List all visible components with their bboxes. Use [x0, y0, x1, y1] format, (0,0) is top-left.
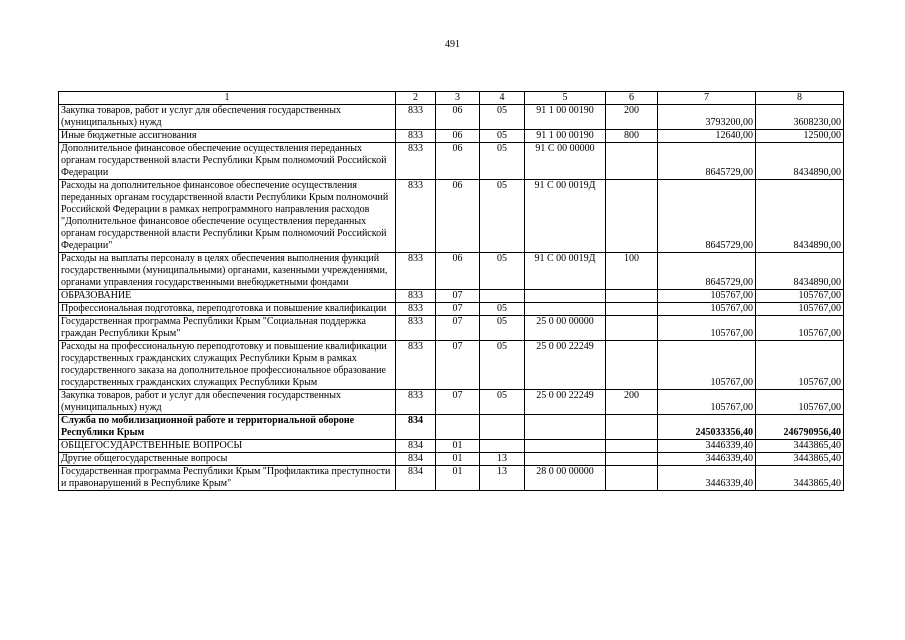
row-description: Государственная программа Республики Крым "Социальная поддержка граждан Республики Крым"	[59, 316, 396, 341]
cell-amount-8: 3608230,00	[756, 105, 844, 130]
table-row	[59, 105, 844, 130]
cell-code-3: 07	[436, 341, 480, 390]
cell-code-4: 05	[480, 316, 525, 341]
row-description: Служба по мобилизационной работе и территориальной обороне Республики Крым	[59, 415, 396, 440]
cell-code-2: 834	[396, 466, 436, 491]
row-description: Расходы на выплаты персоналу в целях обеспечения выполнения функций государственными (муниципальными) органами, казенными учреждениями, органами управления государственными внебюджетными фондами	[59, 253, 396, 290]
cell-code-4: 05	[480, 143, 525, 180]
cell-code-2: 833	[396, 180, 436, 253]
cell-amount-7: 8645729,00	[658, 143, 756, 180]
table-row	[59, 453, 844, 466]
row-description: ОБЩЕГОСУДАРСТВЕННЫЕ ВОПРОСЫ	[59, 440, 396, 453]
cell-amount-8: 3443865,40	[756, 466, 844, 491]
column-header: 7	[658, 92, 756, 105]
cell-code-3: 01	[436, 440, 480, 453]
column-header: 6	[606, 92, 658, 105]
cell-code-2: 833	[396, 105, 436, 130]
cell-amount-8: 105767,00	[756, 316, 844, 341]
cell-amount-8: 8434890,00	[756, 143, 844, 180]
cell-code-6	[606, 453, 658, 466]
cell-code-3: 07	[436, 303, 480, 316]
cell-code-4: 13	[480, 453, 525, 466]
row-description: Закупка товаров, работ и услуг для обеспечения государственных (муниципальных) нужд	[59, 390, 396, 415]
cell-code-2: 834	[396, 453, 436, 466]
cell-amount-7: 245033356,40	[658, 415, 756, 440]
cell-code-4: 05	[480, 341, 525, 390]
cell-code-4: 13	[480, 466, 525, 491]
cell-code-6	[606, 415, 658, 440]
column-header: 8	[756, 92, 844, 105]
cell-amount-7: 3446339,40	[658, 440, 756, 453]
cell-amount-8: 8434890,00	[756, 253, 844, 290]
cell-amount-7: 3793200,00	[658, 105, 756, 130]
table-row	[59, 316, 844, 341]
row-description: Другие общегосударственные вопросы	[59, 453, 396, 466]
cell-amount-8: 105767,00	[756, 290, 844, 303]
cell-code-6	[606, 341, 658, 390]
cell-code-4: 05	[480, 303, 525, 316]
cell-code-5: 91 С 00 0019Д	[525, 253, 606, 290]
row-description: ОБРАЗОВАНИЕ	[59, 290, 396, 303]
cell-code-6	[606, 466, 658, 491]
cell-amount-8: 3443865,40	[756, 453, 844, 466]
cell-code-4: 05	[480, 390, 525, 415]
cell-code-5: 25 0 00 22249	[525, 341, 606, 390]
cell-code-3: 01	[436, 453, 480, 466]
cell-amount-8: 105767,00	[756, 341, 844, 390]
cell-amount-7: 105767,00	[658, 303, 756, 316]
column-header: 3	[436, 92, 480, 105]
cell-code-4: 05	[480, 105, 525, 130]
cell-amount-8: 105767,00	[756, 390, 844, 415]
cell-amount-7: 12640,00	[658, 130, 756, 143]
cell-code-5: 91 1 00 00190	[525, 130, 606, 143]
cell-code-5: 25 0 00 22249	[525, 390, 606, 415]
column-header: 2	[396, 92, 436, 105]
cell-amount-8: 3443865,40	[756, 440, 844, 453]
cell-code-3: 07	[436, 316, 480, 341]
cell-code-2: 833	[396, 341, 436, 390]
row-description: Расходы на дополнительное финансовое обеспечение осуществления переданных органам государственной власти Республики Крым полномочий Российской Федерации в рамках непрограммного направления расходов "Дополнительное финансовое обеспечение осуществления переданных органам государственной власти Республики Крым полномочий Российской Федерации"	[59, 180, 396, 253]
row-description: Дополнительное финансовое обеспечение осуществления переданных органам государственной власти Республики Крым полномочий Российской Федерации	[59, 143, 396, 180]
cell-code-3: 06	[436, 253, 480, 290]
table-row	[59, 180, 844, 253]
cell-code-5	[525, 415, 606, 440]
row-description: Государственная программа Республики Крым "Профилактика преступности и правонарушений в Республике Крым"	[59, 466, 396, 491]
cell-code-6	[606, 290, 658, 303]
cell-code-5: 91 С 00 00000	[525, 143, 606, 180]
table-row	[59, 130, 844, 143]
table-row	[59, 466, 844, 491]
cell-code-4	[480, 415, 525, 440]
cell-amount-7: 8645729,00	[658, 253, 756, 290]
cell-amount-7: 105767,00	[658, 341, 756, 390]
cell-code-5	[525, 440, 606, 453]
table-row	[59, 143, 844, 180]
cell-amount-8: 12500,00	[756, 130, 844, 143]
cell-code-3: 01	[436, 466, 480, 491]
budget-table	[58, 91, 844, 491]
cell-code-4: 05	[480, 130, 525, 143]
cell-code-4	[480, 290, 525, 303]
cell-amount-7: 3446339,40	[658, 466, 756, 491]
cell-code-2: 834	[396, 415, 436, 440]
cell-code-6	[606, 180, 658, 253]
cell-code-2: 833	[396, 316, 436, 341]
cell-code-6	[606, 316, 658, 341]
table-row	[59, 415, 844, 440]
cell-code-6: 200	[606, 390, 658, 415]
table-row	[59, 390, 844, 415]
column-header: 5	[525, 92, 606, 105]
row-description: Закупка товаров, работ и услуг для обеспечения государственных (муниципальных) нужд	[59, 105, 396, 130]
cell-code-6	[606, 440, 658, 453]
table-row	[59, 290, 844, 303]
cell-amount-7: 3446339,40	[658, 453, 756, 466]
cell-code-5	[525, 303, 606, 316]
cell-code-2: 833	[396, 390, 436, 415]
cell-code-4: 05	[480, 180, 525, 253]
cell-code-2: 833	[396, 130, 436, 143]
cell-code-3: 06	[436, 105, 480, 130]
cell-code-2: 833	[396, 303, 436, 316]
cell-code-5: 25 0 00 00000	[525, 316, 606, 341]
cell-code-5: 91 1 00 00190	[525, 105, 606, 130]
table-row	[59, 440, 844, 453]
column-header: 4	[480, 92, 525, 105]
cell-code-3: 06	[436, 180, 480, 253]
row-description: Иные бюджетные ассигнования	[59, 130, 396, 143]
cell-amount-8: 8434890,00	[756, 180, 844, 253]
table-row	[59, 303, 844, 316]
cell-code-3: 06	[436, 143, 480, 180]
cell-code-6: 100	[606, 253, 658, 290]
table-header-row	[59, 92, 844, 105]
cell-code-4	[480, 440, 525, 453]
row-description: Профессиональная подготовка, переподготовка и повышение квалификации	[59, 303, 396, 316]
cell-amount-7: 105767,00	[658, 390, 756, 415]
cell-code-2: 833	[396, 253, 436, 290]
cell-code-6: 800	[606, 130, 658, 143]
cell-code-2: 833	[396, 290, 436, 303]
cell-code-2: 834	[396, 440, 436, 453]
cell-amount-8: 246790956,40	[756, 415, 844, 440]
cell-code-3: 07	[436, 290, 480, 303]
cell-code-2: 833	[396, 143, 436, 180]
table-row	[59, 253, 844, 290]
cell-code-5	[525, 453, 606, 466]
cell-code-5: 91 С 00 0019Д	[525, 180, 606, 253]
page-number: 491	[445, 39, 460, 50]
column-header: 1	[59, 92, 396, 105]
cell-code-6: 200	[606, 105, 658, 130]
cell-code-6	[606, 303, 658, 316]
cell-code-3: 06	[436, 130, 480, 143]
cell-code-4: 05	[480, 253, 525, 290]
row-description: Расходы на профессиональную переподготовку и повышение квалификации государственных гражданских служащих Республики Крым в рамках государственного заказа на дополнительное профессиональное образование государственных гражданских служащих Республики Крым	[59, 341, 396, 390]
cell-code-5: 28 0 00 00000	[525, 466, 606, 491]
cell-amount-7: 8645729,00	[658, 180, 756, 253]
cell-code-5	[525, 290, 606, 303]
cell-code-3: 07	[436, 390, 480, 415]
cell-code-6	[606, 143, 658, 180]
table-row	[59, 341, 844, 390]
cell-amount-7: 105767,00	[658, 316, 756, 341]
cell-code-3	[436, 415, 480, 440]
cell-amount-8: 105767,00	[756, 303, 844, 316]
cell-amount-7: 105767,00	[658, 290, 756, 303]
